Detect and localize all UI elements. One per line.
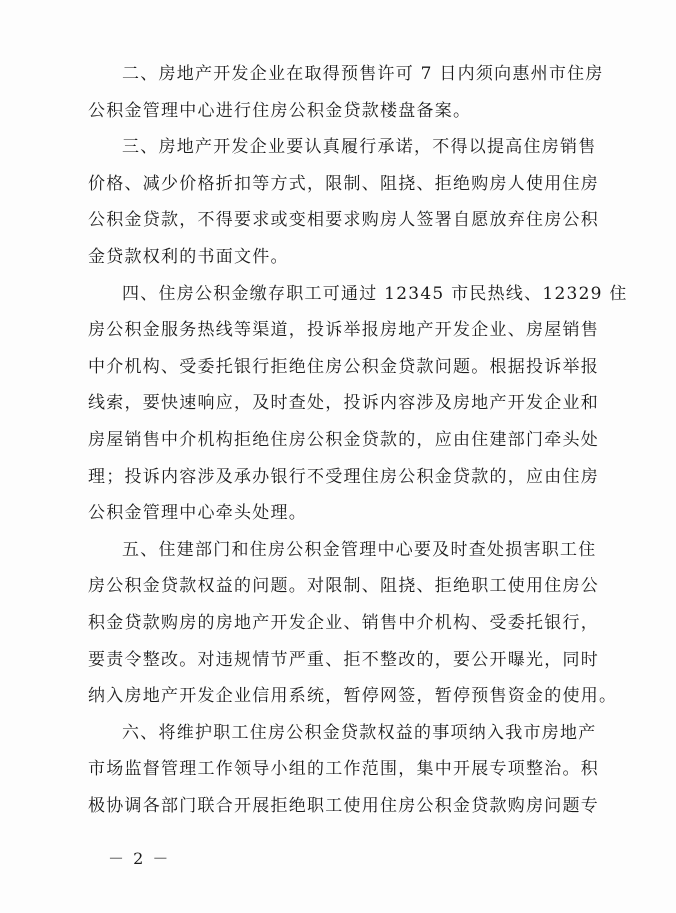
text-line: 房屋销售中介机构拒绝住房公积金贷款的，应由住建部门牵头处	[88, 429, 599, 450]
text-line: 公积金管理中心牵头处理。	[88, 503, 307, 524]
text-line: 理；投诉内容涉及承办银行不受理住房公积金贷款的，应由住房	[88, 466, 599, 487]
text-line: 纳入房地产开发企业信用系统，暂停网签，暂停预售资金的使用。	[88, 686, 618, 707]
paragraph-4	[88, 276, 628, 532]
text-line: 金贷款权利的书面文件。	[88, 246, 289, 267]
text-line: 公积金管理中心进行住房公积金贷款楼盘备案。	[88, 100, 472, 121]
paragraph-5	[88, 532, 618, 715]
paragraph-6	[88, 715, 608, 825]
text-line: 极协调各部门联合开展拒绝职工使用住房公积金贷款购房问题专	[88, 795, 599, 816]
text-line: 要责令整改。对违规情节严重、拒不整改的，要公开曝光，同时	[88, 649, 599, 670]
text-line: 二、房地产开发企业在取得预售许可 7 日内须向惠州市住房	[122, 64, 604, 84]
text-line: 积金贷款购房的房地产开发企业、销售中介机构、受委托银行，	[88, 612, 599, 633]
page-number: － 2 －	[108, 849, 171, 868]
text-line: 公积金贷款，不得要求或变相要求购房人签署自愿放弃住房公积	[88, 210, 599, 231]
text-line: 价格、减少价格折扣等方式，限制、阻挠、拒绝购房人使用住房	[88, 173, 599, 194]
text-line: 房公积金贷款权益的问题。对限制、阻挠、拒绝职工使用住房公	[88, 576, 599, 597]
text-line: 中介机构、受委托银行拒绝住房公积金贷款问题。根据投诉举报	[88, 356, 599, 377]
text-line: 三、房地产开发企业要认真履行承诺，不得以提高住房销售	[122, 137, 597, 158]
text-line: 线索，要快速响应，及时查处，投诉内容涉及房地产开发企业和	[88, 393, 599, 414]
text-line: 六、将维护职工住房公积金贷款权益的事项纳入我市房地产	[122, 722, 597, 743]
text-line: 房公积金服务热线等渠道，投诉举报房地产开发企业、房屋销售	[88, 320, 599, 341]
text-line: 市场监督管理工作领导小组的工作范围，集中开展专项整治。积	[88, 759, 599, 780]
text-line: 四、住房公积金缴存职工可通过 12345 市民热线、12329 住	[122, 283, 628, 304]
text-line: 五、住建部门和住房公积金管理中心要及时查处损害职工住	[122, 539, 597, 560]
paragraph-3	[88, 129, 608, 275]
document-body	[88, 56, 628, 824]
paragraph-2	[88, 56, 608, 129]
